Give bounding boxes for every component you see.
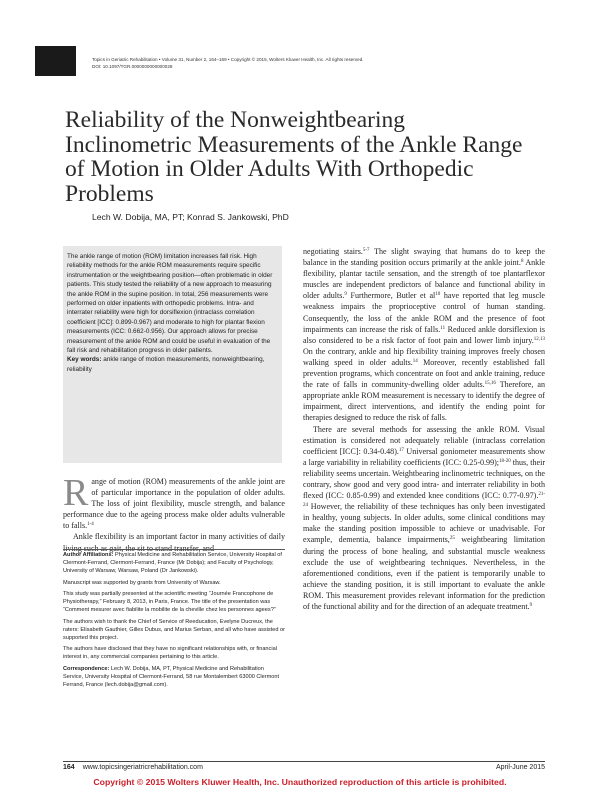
body-text: However, the reliability of these techniques has only been investigated in healthy, young subjects. In older adults, some clinical conditions may make the standing position impossible to achieve or unadvisable. For example, dementia, balance impairments,	[303, 502, 545, 545]
correspondence-note	[63, 665, 285, 689]
correspondence-label: Correspondence:	[63, 665, 110, 672]
journal-citation	[92, 56, 532, 70]
body-text: thus, their reliability seems uncertain. Weightbearing inclinometric techniques, on the contrary, show good and very good intra- and interrater reliability in both flexed (ICC: 0.85-0.99) and extended knee conditions (ICC: 0.77-0.97).	[303, 457, 545, 501]
body-text: There are several methods for assessing the ankle ROM. Visual estimation is considered not adequately reliable (intraclass correlation coefficient [ICC]: 0.34-0.48).	[303, 424, 545, 456]
page-number: 164	[63, 764, 75, 771]
abstract-text: The ankle range of motion (ROM) limitation increases fall risk. High reliability methods for the ankle ROM measurements require specific instrumentation or the weightbearing position—often problematic in older patients. This study tested the reliability of a new approach to measuring the ankle ROM in the supine position. In total, 256 measurements were performed on older inpatients with orthopedic problems. Intra- and interrater reliability were high for dorsiflexion (intraclass correlation coefficient [ICC]: 0.899-0.967) and moderate to high for plantar flexion measurements (ICC: 0.662-0.956). Our approach allows for precise measurement of the ankle ROM and could be useful in evaluation of the fall risk and rehabilitation progress in older patients.	[67, 253, 273, 355]
header-black-tab	[35, 46, 76, 76]
doi-line: DOI: 10.1097/TGR.0000000000000028	[92, 64, 173, 69]
affiliations-note	[63, 551, 285, 575]
body-text: Therefore, an appropriate ankle ROM measurement is necessary to identify the degree of impairment, direct interventions, and identify the ending point for therapies designed to reduce the risk of falls.	[303, 380, 545, 423]
journal-website-link[interactable]: www.topicsingeriatricrehabilitation.com	[82, 764, 203, 771]
keywords-text: ankle range of motion measurements, nonweightbearing, reliability	[67, 356, 265, 373]
citation-ref: 9	[529, 603, 533, 608]
intro-paragraph	[63, 472, 285, 531]
citation-ref: 12,13	[533, 336, 545, 342]
author-notes	[63, 551, 285, 692]
body-text: Reduced ankle dorsiflexion is also considered to be a risk factor of foot pain and lower limb injury.	[303, 324, 545, 345]
footer-rule	[63, 761, 545, 762]
body-text: The slight swaying that humans do to keep the balance in the standing position occurs primarily at the ankle joint.	[303, 247, 545, 268]
body-text: weightbearing limitation during the process of bone healing, and substantial muscle weakness exclude the use of weightbearing techniques. Nevertheless, in the aforementioned conditions, even if the patient is temporarily unable to achieve the standing position, it is still important to evaluate the ankle ROM. This measurement provides relevant information for the prediction of the functional ability and for the direction of an adequate treatment.	[303, 535, 545, 611]
affiliations-label: Author Affiliations:	[63, 552, 114, 558]
citation-ref: 5-7	[362, 248, 370, 253]
notes-divider	[63, 549, 285, 550]
drop-cap: R	[63, 472, 89, 514]
citation-ref: 9	[344, 292, 347, 298]
presentation-note: This study was partially presented at the scientific meeting “Journée Francophone de Physiotherapy,” February 8, 2013, in Paris, France. The title of the presentation was “Comment mesurer avec fiabilite la mobilite de la cheville chez les personnes agees?”	[63, 591, 276, 613]
support-note: Manuscript was supported by grants from University of Warsaw.	[63, 579, 221, 586]
citation-ref: 8	[520, 259, 524, 265]
affiliations-text: Physical Medicine and Rehabilitation Service, University Hospital of Clermont-Ferrand, Clermont-Ferrand, France (Mr Dobija); and Faculty of Psychology, University of Warsaw, Warsaw, Poland (Dr Jankowski).	[63, 552, 282, 574]
citation-ref: 10	[435, 292, 441, 298]
body-text: Furthermore, Butler et al	[346, 291, 436, 301]
body-text: have reported that leg muscle weakness impairs the proprioceptive control of human standing. Consequently, the loss of the ankle ROM and the presence of foot impairments can increase the risk of falls.	[303, 291, 545, 334]
body-text: Moreover, recently established fall prevention programs, which concentrate on foot and ankle training, reduce the rate of falls in community-dwelling older adults.	[303, 357, 545, 390]
copyright-notice: Copyright © 2015 Wolters Kluwer Health, Inc. Unauthorized reproduction of this article is prohibited.	[93, 777, 507, 787]
intro-text: ange of motion (ROM) measurements of the ankle joint are of particular importance in the population of older adults. The loss of joint flexibility, muscle strength, and balance performance due to the ageing process make older adults vulnerable to falls.	[63, 477, 285, 531]
author-list: Lech W. Dobija, MA, PT; Konrad S. Jankowski, PhD	[92, 212, 289, 222]
keywords	[67, 355, 278, 374]
article-title: Reliability of the Nonweightbearing Inclinometric Measurements of the Ankle Range of Motion in Older Adults With Orthopedic Problems	[65, 107, 523, 207]
keywords-label: Key words:	[67, 356, 102, 364]
citation-ref: 25	[449, 536, 455, 542]
body-text: negotiating stairs.	[303, 247, 363, 256]
issue-date: April-June 2015	[495, 764, 545, 771]
citation-ref: 21-24	[303, 492, 545, 509]
body-paragraph	[303, 424, 545, 613]
body-text: On the contrary, ankle and hip flexibility training improves freely chosen walking speed in older adults.	[303, 346, 545, 367]
abstract-box	[63, 246, 282, 463]
body-text: Universal goniometer measurements show a large variability in reliability coefficients (ICC: 0.25-0.99);	[303, 446, 546, 467]
disclosure-note: The authors have disclosed that they have no significant relationships with, or financial interest in, any commercial companies pertaining to this article.	[63, 646, 277, 660]
acknowledgment-note: The authors wish to thank the Chief of Service of Reeducation, Evelyne Ducreux, the raters: Elisabeth Gauthier, Gilles Dubus, and Marius Serban, and all who have assisted or supported this project.	[63, 618, 286, 641]
body-right-column	[303, 246, 545, 612]
citation-ref: 14	[412, 358, 418, 364]
correspondence-text: Lech W. Dobija, MA, PT, Physical Medicine and Rehabilitation Service, University Hospital of Clermont-Ferrand, 58 rue Montalembert 63000 Clermont Ferrand, France (lech.dobija@gmail.com).	[63, 665, 280, 688]
citation-ref: 18-20	[499, 458, 511, 464]
journal-citation-line: Topics in Geriatric Rehabilitation • Volume 31, Number 2, 164–169 • Copyright © 2015, Wolters Kluwer Health, Inc. All rights reserved.	[92, 57, 364, 62]
body-paragraph: Ankle flexibility is an important factor in many activities of daily living such as gait, the sit to stand transfer, and	[63, 532, 285, 553]
body-text: Ankle flexibility, plantar tactile sensation, and the strength of toe plantarflexor muscles are independent predictors of balance and functional ability in older adults.	[303, 258, 545, 301]
citation-ref: 15,16	[484, 381, 496, 387]
body-left-column	[63, 472, 285, 554]
citation-ref: 1-4	[87, 522, 94, 528]
footer-left	[63, 764, 203, 771]
body-paragraph	[303, 246, 545, 424]
citation-ref: 17	[398, 447, 404, 453]
citation-ref: 11	[440, 325, 446, 331]
